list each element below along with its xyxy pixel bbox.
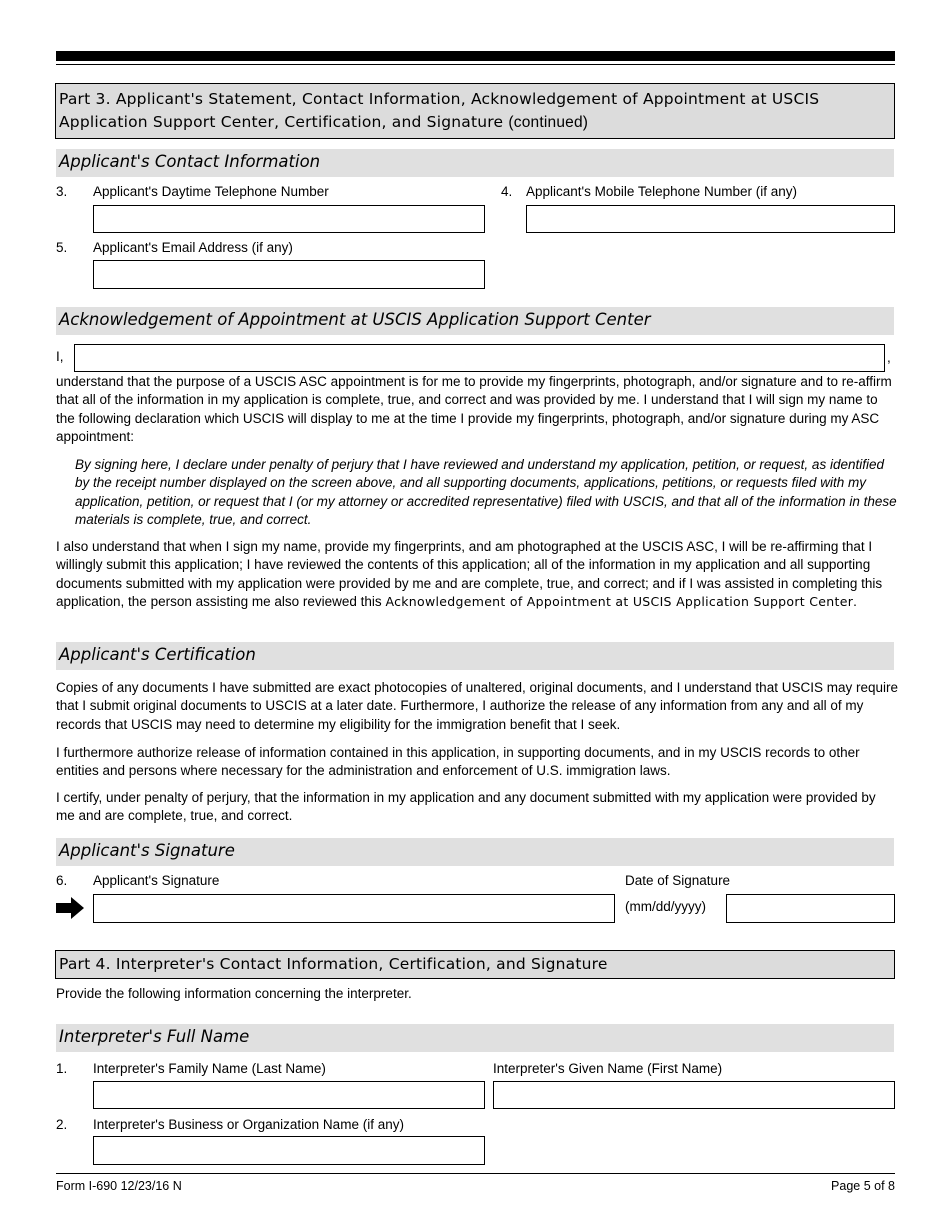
- section-contact-heading: Applicant's Contact Information: [56, 149, 894, 177]
- ack-declaration: By signing here, I declare under penalty of perjury that I have reviewed and understand my application, petition, or request, as identified by the receipt number displayed on the screen above, and all supporting documents, applications, petitions, or requests filed with my application, petition, or request that I (or my attorney or accredited representative) filed with USCIS, and that all of the information in these materials is complete, true, and correct.: [75, 457, 897, 527]
- cert-paragraph-1: Copies of any documents I have submitted are exact photocopies of unaltered, original documents, and I understand that USCIS may require that I submit original documents to USCIS at a later date. Furthermore, I authorize the release of any information from any and all of my records that USCIS may need to determine my eligibility for the immigration benefit that I seek.: [56, 680, 898, 732]
- cert-paragraph-3: I certify, under penalty of perjury, that the information in my application and any document submitted with my application were provided by me and are complete, true, and correct.: [56, 790, 876, 824]
- given-name-label: Interpreter's Given Name (First Name): [493, 1061, 723, 1076]
- section-interpreter-name-heading: Interpreter's Full Name: [56, 1024, 894, 1052]
- date-label: Date of Signature: [625, 873, 731, 888]
- right-arrow-icon: [56, 897, 86, 919]
- p4-q2-number: 2.: [56, 1117, 68, 1132]
- ack-paragraph-2-ref: Acknowledgement of Appointment at USCIS Application Support Center: [385, 593, 854, 609]
- interpreter-family-name-field[interactable]: [93, 1081, 485, 1109]
- section-ack-heading: Acknowledgement of Appointment at USCIS Application Support Center: [56, 307, 894, 335]
- part3-title: Part 3. Applicant's Statement, Contact Information, Acknowledgement of Appointment at USCIS Application Support Center, Certification, and Signature: [59, 90, 820, 131]
- mobile-phone-field[interactable]: [526, 205, 895, 233]
- q3-label: Applicant's Daytime Telephone Number: [93, 184, 329, 199]
- top-thick-rule: [56, 51, 895, 61]
- q3-number: 3.: [56, 184, 68, 199]
- daytime-phone-field[interactable]: [93, 205, 485, 233]
- q6-label: Applicant's Signature: [93, 873, 220, 888]
- part3-continued: (continued): [508, 114, 589, 131]
- signature-date-field[interactable]: [726, 894, 895, 923]
- footer-rule: [56, 1173, 895, 1174]
- part4-header: [55, 950, 895, 979]
- q5-number: 5.: [56, 240, 68, 255]
- ack-paragraph-1: understand that the purpose of a USCIS ASC appointment is for me to provide my fingerprints, photograph, and/or signature and to re-affirm that all of the information in my application is complete, true, and correct and was provided by me. I understand that I will sign my name to the following declaration which USCIS will display to me at the time I provide my fingerprints, photograph, and/or signature during my ASC appointment:: [56, 374, 892, 444]
- family-name-label: Interpreter's Family Name (Last Name): [93, 1061, 326, 1076]
- q6-number: 6.: [56, 873, 68, 888]
- section-signature-heading: Applicant's Signature: [56, 838, 894, 866]
- part3-header: [55, 83, 895, 139]
- footer-page-number: Page 5 of 8: [831, 1179, 895, 1193]
- signature-field[interactable]: [93, 894, 615, 923]
- q4-label: Applicant's Mobile Telephone Number (if any): [526, 184, 797, 199]
- applicant-name-field[interactable]: [74, 344, 885, 372]
- interpreter-given-name-field[interactable]: [493, 1081, 895, 1109]
- date-format: (mm/dd/yyyy): [625, 899, 706, 914]
- top-thin-rule: [56, 64, 895, 65]
- footer-form-id: Form I-690 12/23/16 N: [56, 1179, 182, 1193]
- q4-number: 4.: [501, 184, 513, 199]
- part4-intro: Provide the following information concerning the interpreter.: [56, 986, 412, 1001]
- part4-title: Part 4. Interpreter's Contact Information, Certification, and Signature: [59, 955, 608, 973]
- interpreter-org-field[interactable]: [93, 1136, 485, 1165]
- org-name-label: Interpreter's Business or Organization Name (if any): [93, 1117, 404, 1132]
- p4-q1-number: 1.: [56, 1061, 68, 1076]
- ack-paragraph-2: I also understand that when I sign my name, provide my fingerprints, and am photographed at the USCIS ASC, I will be re-affirming that I willingly submit this application; I have reviewed the contents of this application; all of the information in my application and all supporting documents submitted with my application were provided by me and are complete, true, and correct; and if I was assisted in completing this application, the person assisting me also reviewed this Acknowledgement of Appointment at USCIS Application Support Center.: [56, 539, 883, 609]
- cert-paragraph-2: I furthermore authorize release of information contained in this application, in supporting documents, and in my USCIS records to other entities and persons where necessary for the administration and enforcement of U.S. immigration laws.: [56, 745, 860, 779]
- section-cert-heading: Applicant's Certification: [56, 642, 894, 670]
- i-label: I,: [56, 349, 64, 364]
- email-field[interactable]: [93, 260, 485, 289]
- comma: ,: [887, 350, 891, 365]
- q5-label: Applicant's Email Address (if any): [93, 240, 293, 255]
